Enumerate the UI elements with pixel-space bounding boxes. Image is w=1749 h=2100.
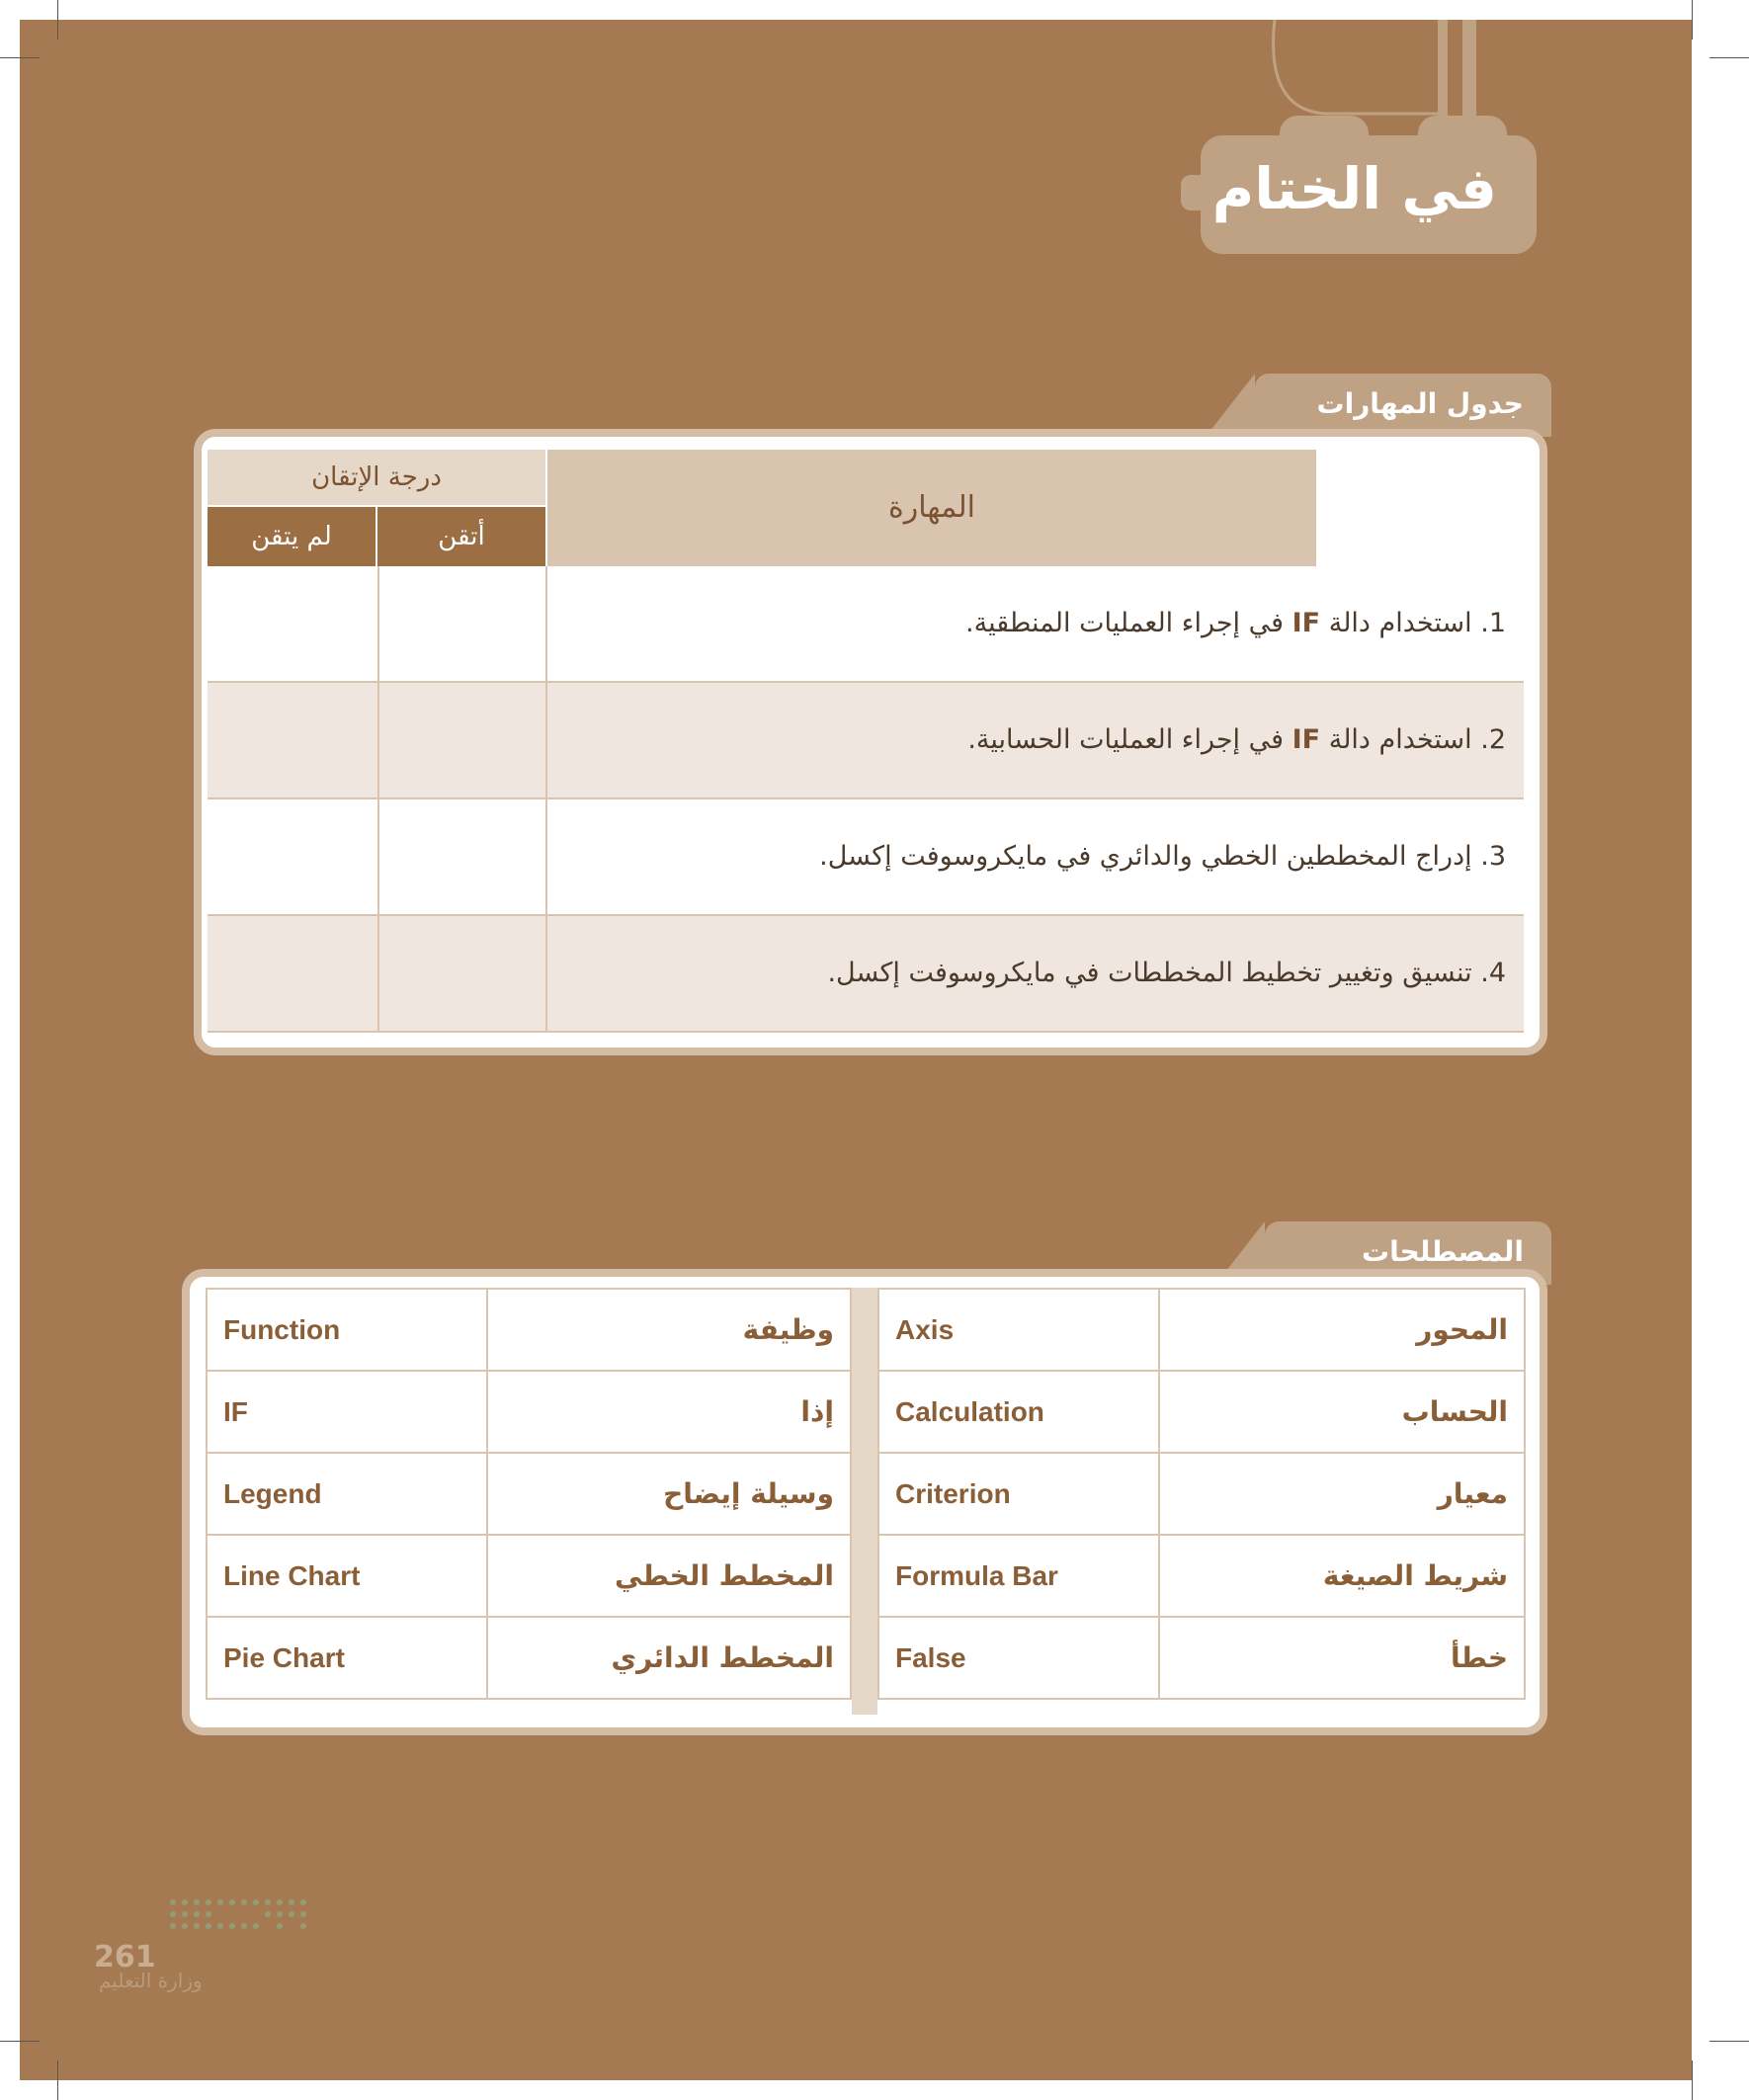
terms-section-label: المصطلحات bbox=[1361, 1235, 1524, 1268]
term-ar: معيار bbox=[1159, 1453, 1525, 1535]
term-row bbox=[878, 1289, 1525, 1371]
skill-row-4 bbox=[208, 916, 1524, 1033]
term-en: Criterion bbox=[878, 1453, 1159, 1535]
term-en: Formula Bar bbox=[878, 1535, 1159, 1617]
terms-table-left bbox=[206, 1288, 852, 1700]
term-ar: إذا bbox=[487, 1371, 851, 1453]
term-en: Calculation bbox=[878, 1371, 1159, 1453]
ministry-logo-icon bbox=[170, 1899, 318, 1941]
ministry-logo-text: وزارة التعليم bbox=[99, 1969, 203, 1992]
term-ar: وسيلة إيضاح bbox=[487, 1453, 851, 1535]
crop-mark bbox=[57, 0, 58, 40]
terms-table-right bbox=[877, 1288, 1526, 1700]
cell-divider bbox=[545, 799, 547, 914]
skill-row-1 bbox=[208, 566, 1524, 683]
cell-divider bbox=[545, 916, 547, 1031]
term-ar: المحور bbox=[1159, 1289, 1525, 1371]
sign-knob bbox=[1418, 116, 1507, 153]
term-en: Function bbox=[207, 1289, 487, 1371]
skills-section-tab bbox=[1255, 374, 1551, 437]
sign-tab bbox=[1181, 175, 1210, 210]
skill-text: 3. إدراج المخططين الخطي والدائري في مايكروسوفت إكسل. bbox=[819, 841, 1506, 872]
term-ar: شريط الصيغة bbox=[1159, 1535, 1525, 1617]
terms-divider bbox=[852, 1288, 877, 1715]
skill-text: 4. تنسيق وتغيير تخطيط المخططات في مايكروسوفت إكسل. bbox=[827, 958, 1506, 988]
term-row bbox=[207, 1617, 851, 1699]
header-mastered: أتقن bbox=[377, 507, 545, 566]
skill-text: 1. استخدام دالة IF في إجراء العمليات المنطقية. bbox=[965, 608, 1506, 638]
skills-section-label: جدول المهارات bbox=[1316, 387, 1524, 420]
cell-divider bbox=[377, 916, 379, 1031]
cell-divider bbox=[545, 566, 547, 681]
term-row bbox=[878, 1535, 1525, 1617]
term-en: False bbox=[878, 1617, 1159, 1699]
crop-mark bbox=[1709, 2041, 1749, 2042]
term-row bbox=[207, 1535, 851, 1617]
term-ar: الحساب bbox=[1159, 1371, 1525, 1453]
term-row bbox=[878, 1371, 1525, 1453]
header-not-mastered: لم يتقن bbox=[208, 507, 375, 566]
term-row bbox=[207, 1289, 851, 1371]
term-ar: وظيفة bbox=[487, 1289, 851, 1371]
sign-knob bbox=[1280, 116, 1369, 153]
term-ar: خطأ bbox=[1159, 1617, 1525, 1699]
page-number: 261 bbox=[94, 1940, 156, 1974]
crop-mark bbox=[57, 2060, 58, 2100]
term-row bbox=[207, 1371, 851, 1453]
skill-text: 2. استخدام دالة IF في إجراء العمليات الحسابية. bbox=[967, 724, 1506, 755]
term-en: Line Chart bbox=[207, 1535, 487, 1617]
hanging-cord bbox=[1265, 20, 1443, 128]
skill-row-2 bbox=[208, 683, 1524, 799]
cell-divider bbox=[377, 566, 379, 681]
crop-mark bbox=[0, 57, 40, 58]
term-en: Legend bbox=[207, 1453, 487, 1535]
page-title: في الختام bbox=[1211, 155, 1497, 222]
header-skill: المهارة bbox=[547, 450, 1316, 566]
cell-divider bbox=[545, 683, 547, 798]
skill-row-3 bbox=[208, 799, 1524, 916]
crop-mark bbox=[1709, 57, 1749, 58]
term-en: Pie Chart bbox=[207, 1617, 487, 1699]
header-degree: درجة الإتقان bbox=[208, 450, 545, 505]
crop-mark bbox=[1692, 2060, 1693, 2100]
crop-mark bbox=[1692, 0, 1693, 40]
term-row bbox=[878, 1617, 1525, 1699]
term-row bbox=[207, 1453, 851, 1535]
crop-mark bbox=[0, 2041, 40, 2042]
cell-divider bbox=[377, 799, 379, 914]
term-en: Axis bbox=[878, 1289, 1159, 1371]
term-en: IF bbox=[207, 1371, 487, 1453]
chapter-title-sign bbox=[1201, 135, 1537, 254]
term-row bbox=[878, 1453, 1525, 1535]
cell-divider bbox=[377, 683, 379, 798]
term-ar: المخطط الخطي bbox=[487, 1535, 851, 1617]
term-ar: المخطط الدائري bbox=[487, 1617, 851, 1699]
